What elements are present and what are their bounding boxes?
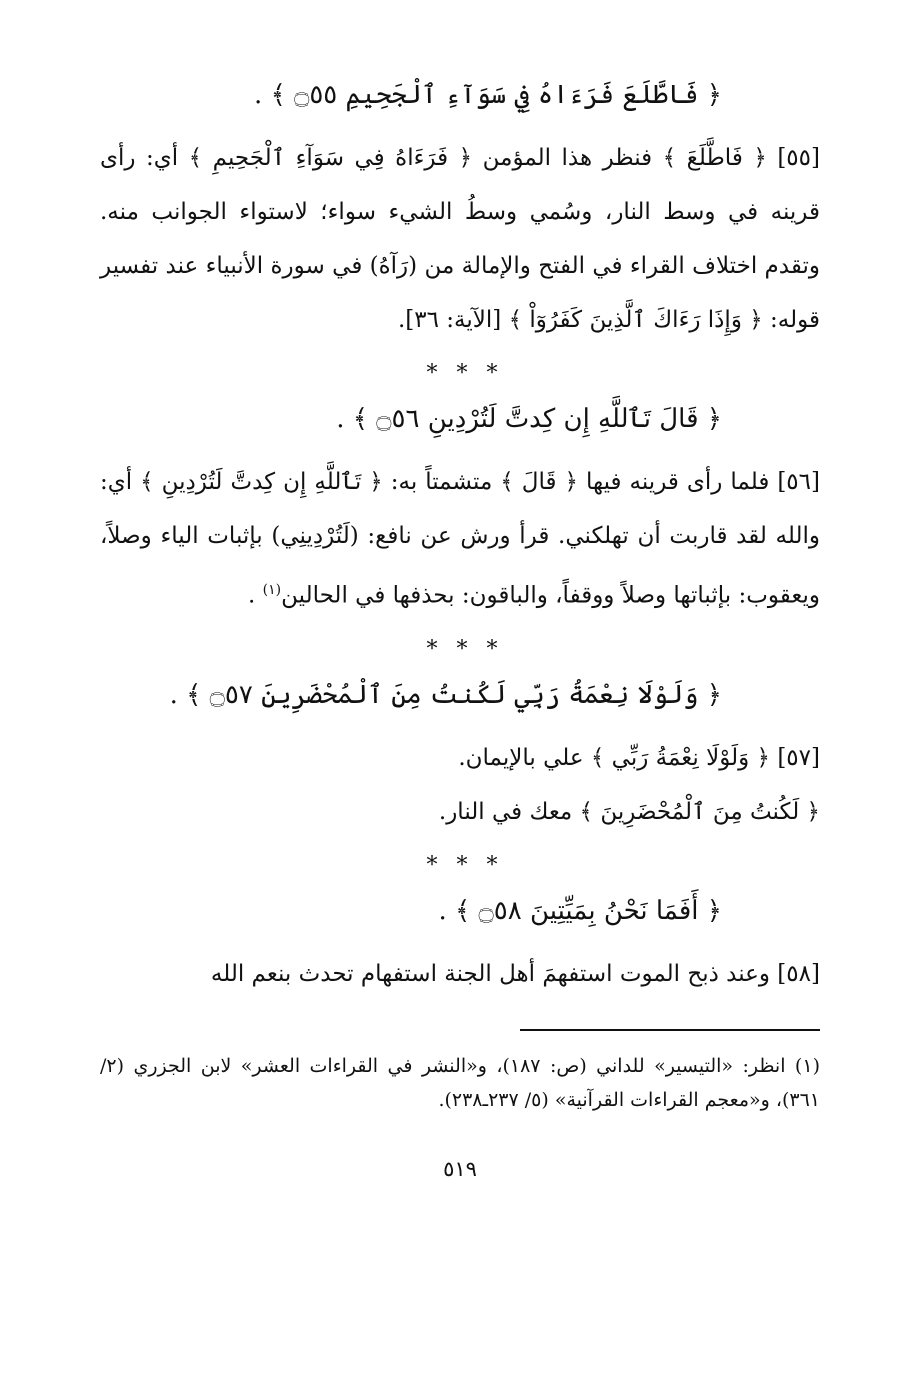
verse-58: ﴿ أَفَمَا نَحْنُ بِمَيِّتِينَ ۝٥٨ ﴾ . [438,895,722,926]
separator-stars: * * * [426,852,504,878]
page-content [100,78,820,1181]
verse-55: ﴿ فَاطَّلَعَ فَرَءَاهُ فِي سَوَآءِ ٱلْجَحِيمِ ۝٥٥ ﴾ . [254,80,722,110]
page-number: ٥١٩ [443,1157,477,1182]
commentary-57a: [٥٧] ﴿ وَلَوْلَا نِعْمَةُ رَبِّي ﴾ علي بالإيمان. [458,744,820,771]
verse-57: ﴿ وَلَوْلَا نِعْمَةُ رَبِّي لَكُنتُ مِنَ ٱلْمُحْضَرِينَ ۝٥٧ ﴾ . [169,679,722,710]
separator-stars: * * * [426,361,504,387]
separator-stars: * * * [426,636,504,662]
commentary-56 [100,455,820,623]
verse-56: ﴿ قَالَ تَٱللَّهِ إِن كِدتَّ لَتُرْدِينِ ۝٥٦ ﴾ . [336,404,722,435]
commentary-56-end: . [248,582,256,609]
footnote-divider [520,1029,820,1031]
commentary-57b: ﴿ لَكُنتُ مِنَ ٱلْمُحْضَرِينَ ﴾ معك في النار. [438,798,820,825]
commentary-56-text: [٥٦] فلما رأى قرينه فيها ﴿ قَالَ ﴾ متشمتاً به: ﴿ تَٱللَّهِ إِن كِدتَّ لَتُرْدِينِ ﴾ أي: والله لقد قاربت أن تهلكني. قرأ ورش عن نافع: (لَتُرْدِينِي) بإثبات الياء وصلاً، ويعقوب: بإثباتها وصلاً ووقفاً، والباقون: بحذفها في الحالين [100,469,820,609]
commentary-58: [٥٨] وعند ذبح الموت استفهمَ أهل الجنة استفهام تحدث بنعم الله [210,961,820,988]
footnote-1: (١) انظر: «التيسير» للداني (ص: ١٨٧)، و«النشر في القراءات العشر» لابن الجزري (٢/ ٣٦١)، و«معجم القراءات القرآنية» (٥/ ٢٣٧ـ٢٣٨). [100,1055,820,1112]
footnote-marker: (١) [262,582,282,599]
commentary-55: [٥٥] ﴿ فَاطَّلَعَ ﴾ فنظر هذا المؤمن ﴿ فَرَءَاهُ فِي سَوَآءِ ٱلْجَحِيمِ ﴾ أي: رأى قرينه في وسط النار، وسُمي وسطُ الشيء سواء؛ لاستواء الجوانب منه. وتقدم اختلاف القراء في الفتح والإمالة من (رَآهُ) في سورة الأنبياء عند تفسير قوله: ﴿ وَإِذَا رَءَاكَ ٱلَّذِينَ كَفَرُوٓاْ ﴾ [الآية: ٣٦]. [100,145,820,334]
